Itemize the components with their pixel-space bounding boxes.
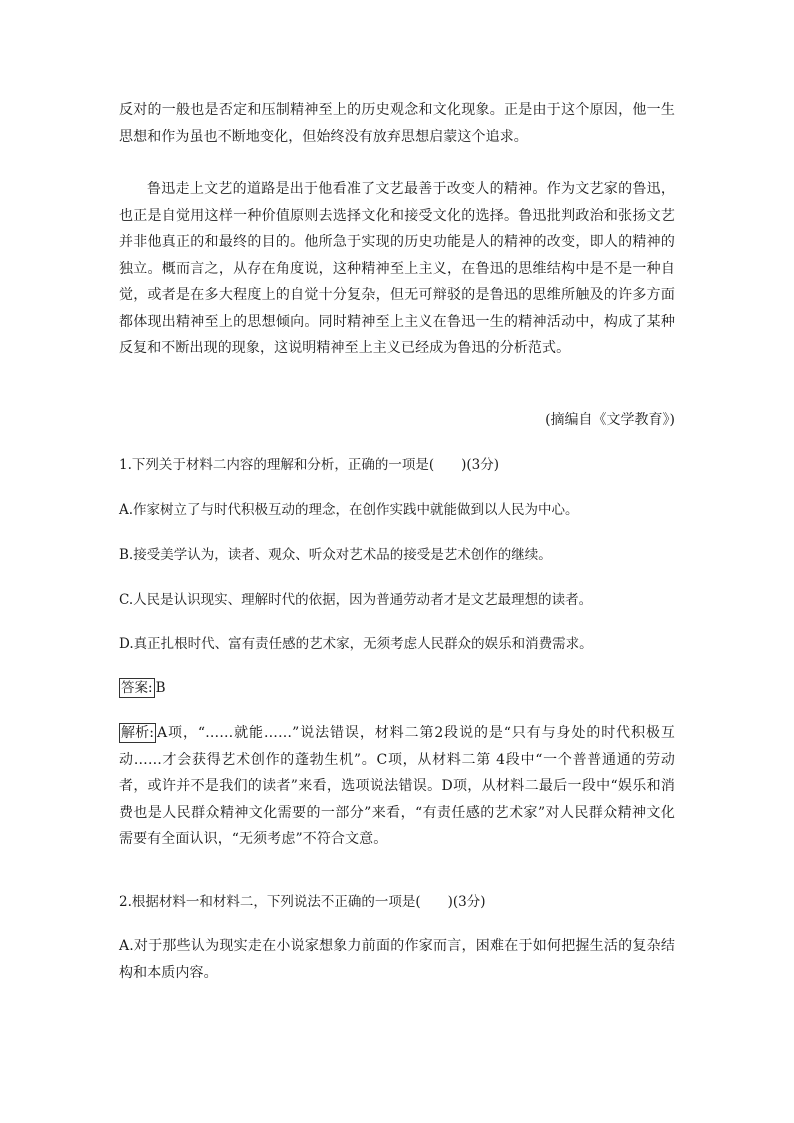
question-2-option-a: A.对于那些认为现实走在小说家想象力前面的作家而言，困难在于如何把握生活的复杂结构和本质内容。 (119, 938, 675, 981)
passage-paragraph-2: 鲁迅走上文艺的道路是出于他看准了文艺最善于改变人的精神。作为文艺家的鲁迅，也正是自觉用这样一种价值原则去选择文化和接受文化的选择。鲁迅批判政治和张扬文艺并非他真正的和最终的目的。他所急于实现的历史功能是人的精神的改变，即人的精神的独立。概而言之，从存在角度说，这种精神至上主义，在鲁迅的思维结构中是不是一种自觉，或者是在多大程度上的自觉十分复杂，但无可辩驳的是鲁迅的思维所触及的许多方面都体现出精神至上的思想倾向。同时精神至上主义在鲁迅一生的精神活动中，构成了某种反复和不断出现的现象，这说明精神至上主义已经成为鲁迅的分析范式。 (119, 181, 675, 356)
question-1-analysis (119, 720, 675, 853)
passage-paragraph-1: 反对的一般也是否定和压制精神至上的历史观念和文化现象。正是由于这个原因，他一生思想和作为虽也不断地变化，但始终没有放弃思想启蒙这个追求。 (119, 102, 675, 145)
question-2-stem: 2.根据材料一和材料二，下列说法不正确的一项是( )(3分) (119, 894, 486, 910)
question-1-answer (119, 676, 679, 700)
answer-value: B (155, 680, 166, 696)
analysis-text: A项，“……就能……”说法错误，材料二第2段说的是“只有与身处的时代积极互动……才会获得艺术创作的蓬勃生机”。C项，从材料二第 4段中“一个普普通通的劳动者，或许并不是我们的读者”来看，选项说法错误。D项，从材料二最后一段中“娱乐和消费也是人民群众精神文化需要的一部分”来看，“有责任感的艺术家”对人民群众精神文化需要有全面认识，“无须考虑”不符合文意。 (119, 725, 675, 847)
answer-label: 答案: (121, 680, 153, 696)
question-1-stem: 1.下列关于材料二内容的理解和分析，正确的一项是( )(3分) (119, 457, 500, 473)
question-1-option-b: B.接受美学认为，读者、观众、听众对艺术品的接受是艺术创作的继续。 (119, 547, 552, 563)
question-1-option-a: A.作家树立了与时代积极互动的理念，在创作实践中就能做到以人民为中心。 (119, 502, 579, 518)
question-1-option-d: D.真正扎根时代、富有责任感的艺术家，无须考虑人民群众的娱乐和消费需求。 (119, 636, 593, 652)
analysis-label: 解析: (121, 725, 155, 741)
source-citation: (摘编自《文学教育》) (545, 412, 675, 428)
question-1-option-c: C.人民是认识现实、理解时代的依据，因为普通劳动者才是文艺最理想的读者。 (119, 592, 593, 608)
